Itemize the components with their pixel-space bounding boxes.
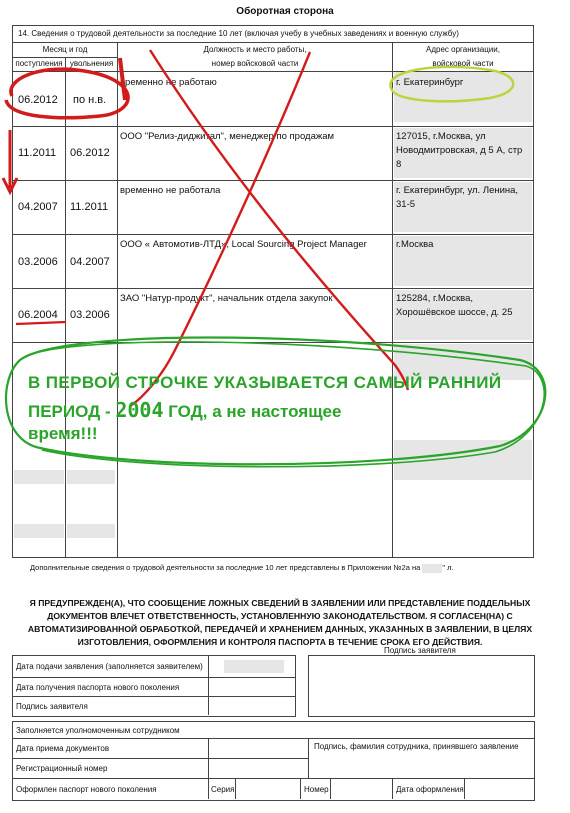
legal-warning: Я ПРЕДУПРЕЖДЕН(А), ЧТО СООБЩЕНИЕ ЛОЖНЫХ СВЕДЕНИЙ В ЗАЯВЛЕНИИ ИЛИ ПРЕДСТАВЛЕНИЕ ПОДДЕЛЬНЫХ ДОКУМЕНТОВ ВЛЕЧЕТ ОТВЕТСТВЕННОСТЬ, УСТАНОВЛЕННУЮ ЗАКОНОДАТЕЛЬСТВОМ. Я СОГЛАСЕН(НА) С АВТОМАТИЗИРОВАННОЙ ОБРАБОТКОЙ, ПЕРЕДАЧЕЙ И ХРАНЕНИЕМ ДАННЫХ, УКАЗАННЫХ В ЗАЯВЛЕНИИ, В ЦЕЛЯХ ИЗГОТОВЛЕНИЯ, ОФОРМЛЕНИЯ И КОНТРОЛЯ ПАСПОРТА В ТЕЧЕНИЕ СРОКА ЕГО ДЕЙСТВИЯ. xyxy=(27,598,533,647)
row-divider xyxy=(12,342,534,343)
submit-date-label: Дата подачи заявления (заполняется заявителем) xyxy=(16,662,203,671)
accept-date-label: Дата приема документов xyxy=(16,744,110,753)
row-address: 125284, г.Москва, Хорошёвское шоссе, д. 25 xyxy=(396,293,513,318)
annotation-year: 2004 xyxy=(115,398,164,422)
row-divider xyxy=(12,180,534,181)
row-address: 127015, г.Москва, ул Новодмитровская, д 5 А, стр 8 xyxy=(396,131,523,170)
row-divider xyxy=(12,288,534,289)
col-divider xyxy=(300,778,301,799)
applicant-signature-title: Подпись заявителя xyxy=(384,646,456,655)
row-divider xyxy=(12,758,308,759)
row-end-date: 03.2006 xyxy=(70,309,110,321)
row-end-date: 11.2011 xyxy=(70,201,109,213)
col-divider-2 xyxy=(117,42,118,557)
red-underline xyxy=(16,322,66,324)
row-start-date: 11.2011 xyxy=(18,147,57,159)
grey-cell xyxy=(394,440,532,480)
row-divider xyxy=(12,778,534,779)
red-cross-stroke xyxy=(150,50,408,390)
annotation-line-2 xyxy=(28,398,341,422)
annotation-line-2a: ПЕРИОД - xyxy=(28,402,116,421)
issue-date-label: Дата оформления xyxy=(396,785,464,794)
row-end-date: по н.в. xyxy=(73,94,107,106)
col-divider-3 xyxy=(392,42,393,557)
grey-cell xyxy=(14,524,64,538)
col-header-leave: увольнения xyxy=(69,59,114,68)
row-address: г. Екатеринбург, ул. Ленина, 31-5 xyxy=(396,185,519,210)
col-divider xyxy=(330,778,331,799)
row-position: ЗАО "Натур-продукт", начальник отдела закупок xyxy=(120,293,333,304)
row-divider xyxy=(12,126,534,127)
table-left-border xyxy=(12,25,13,557)
row-position: временно не работала xyxy=(120,185,221,196)
reg-number-label: Регистрационный номер xyxy=(16,764,108,773)
col-header-position-2: номер войсковой части xyxy=(211,59,299,68)
row-divider xyxy=(12,738,534,739)
col-divider xyxy=(464,778,465,799)
applicant-signature-box[interactable] xyxy=(308,655,535,717)
col-divider xyxy=(208,655,209,715)
row-divider xyxy=(12,234,534,235)
additional-info xyxy=(30,563,454,573)
red-cross-stroke xyxy=(130,52,310,406)
receive-date-label: Дата получения паспорта нового поколения xyxy=(16,683,180,692)
row-start-date: 04.2007 xyxy=(18,201,58,213)
row-address: г. Екатеринбург xyxy=(396,77,464,88)
table-bottom-border xyxy=(12,557,534,558)
grey-cell xyxy=(14,470,64,484)
col-divider-1 xyxy=(65,57,66,557)
annotation-line-1: В ПЕРВОЙ СТРОЧКЕ УКАЗЫВАЕТСЯ САМЫЙ РАННИЙ xyxy=(28,373,502,392)
col-divider xyxy=(392,778,393,799)
submit-date-field[interactable] xyxy=(224,660,284,673)
col-header-month-year: Месяц и год xyxy=(42,45,88,54)
row-divider xyxy=(12,677,295,678)
grey-cell xyxy=(67,470,115,484)
col-divider xyxy=(235,778,236,799)
row-start-date: 03.2006 xyxy=(18,256,58,268)
table-right-border xyxy=(533,25,534,557)
col-header-address-2: войсковой части xyxy=(432,59,494,68)
additional-info-suffix: " л. xyxy=(442,563,454,572)
pages-field[interactable] xyxy=(422,564,442,573)
row-start-date: 06.2004 xyxy=(18,309,58,321)
row-end-date: 04.2007 xyxy=(70,256,110,268)
col-header-address-1: Адрес организации, xyxy=(426,45,500,54)
col-divider xyxy=(208,738,209,799)
annotation-line-3: время!!! xyxy=(28,424,98,443)
table-top-border xyxy=(12,25,534,26)
employee-sign-label: Подпись, фамилия сотрудника, принявшего заявление xyxy=(314,742,519,751)
row-position: ООО « Автомотив-ЛТД», Local Sourcing Project Manager xyxy=(120,239,367,250)
issued-label: Оформлен паспорт нового поколения xyxy=(16,785,157,794)
section-title: 14. Сведения о трудовой деятельности за последние 10 лет (включая учебу в учебных заведениях и военную службу) xyxy=(18,29,459,38)
row-address: г.Москва xyxy=(396,239,434,250)
col-header-hire: поступления xyxy=(15,59,63,68)
annotation-line-2c: ГОД, а не настоящее xyxy=(163,402,342,421)
row-position: временно не работаю xyxy=(120,77,217,88)
additional-info-text: Дополнительные сведения о трудовой деятельности за последние 10 лет представлены в Приложении №2а на xyxy=(30,563,423,572)
col-header-position-1: Должность и место работы, xyxy=(203,45,307,54)
row-divider xyxy=(12,696,295,697)
row-start-date: 06.2012 xyxy=(18,94,58,106)
page-title: Оборотная сторона xyxy=(236,6,334,17)
col-divider xyxy=(308,738,309,778)
grey-cell xyxy=(67,524,115,538)
row-position: ООО "Релиз-диджитал", менеджер по продажам xyxy=(120,131,335,142)
row-end-date: 06.2012 xyxy=(70,147,110,159)
officer-block-title: Заполняется уполномоченным сотрудником xyxy=(16,726,180,735)
series-label: Серия xyxy=(211,785,235,794)
number-label: Номер xyxy=(304,785,329,794)
signature-label: Подпись заявителя xyxy=(16,702,88,711)
